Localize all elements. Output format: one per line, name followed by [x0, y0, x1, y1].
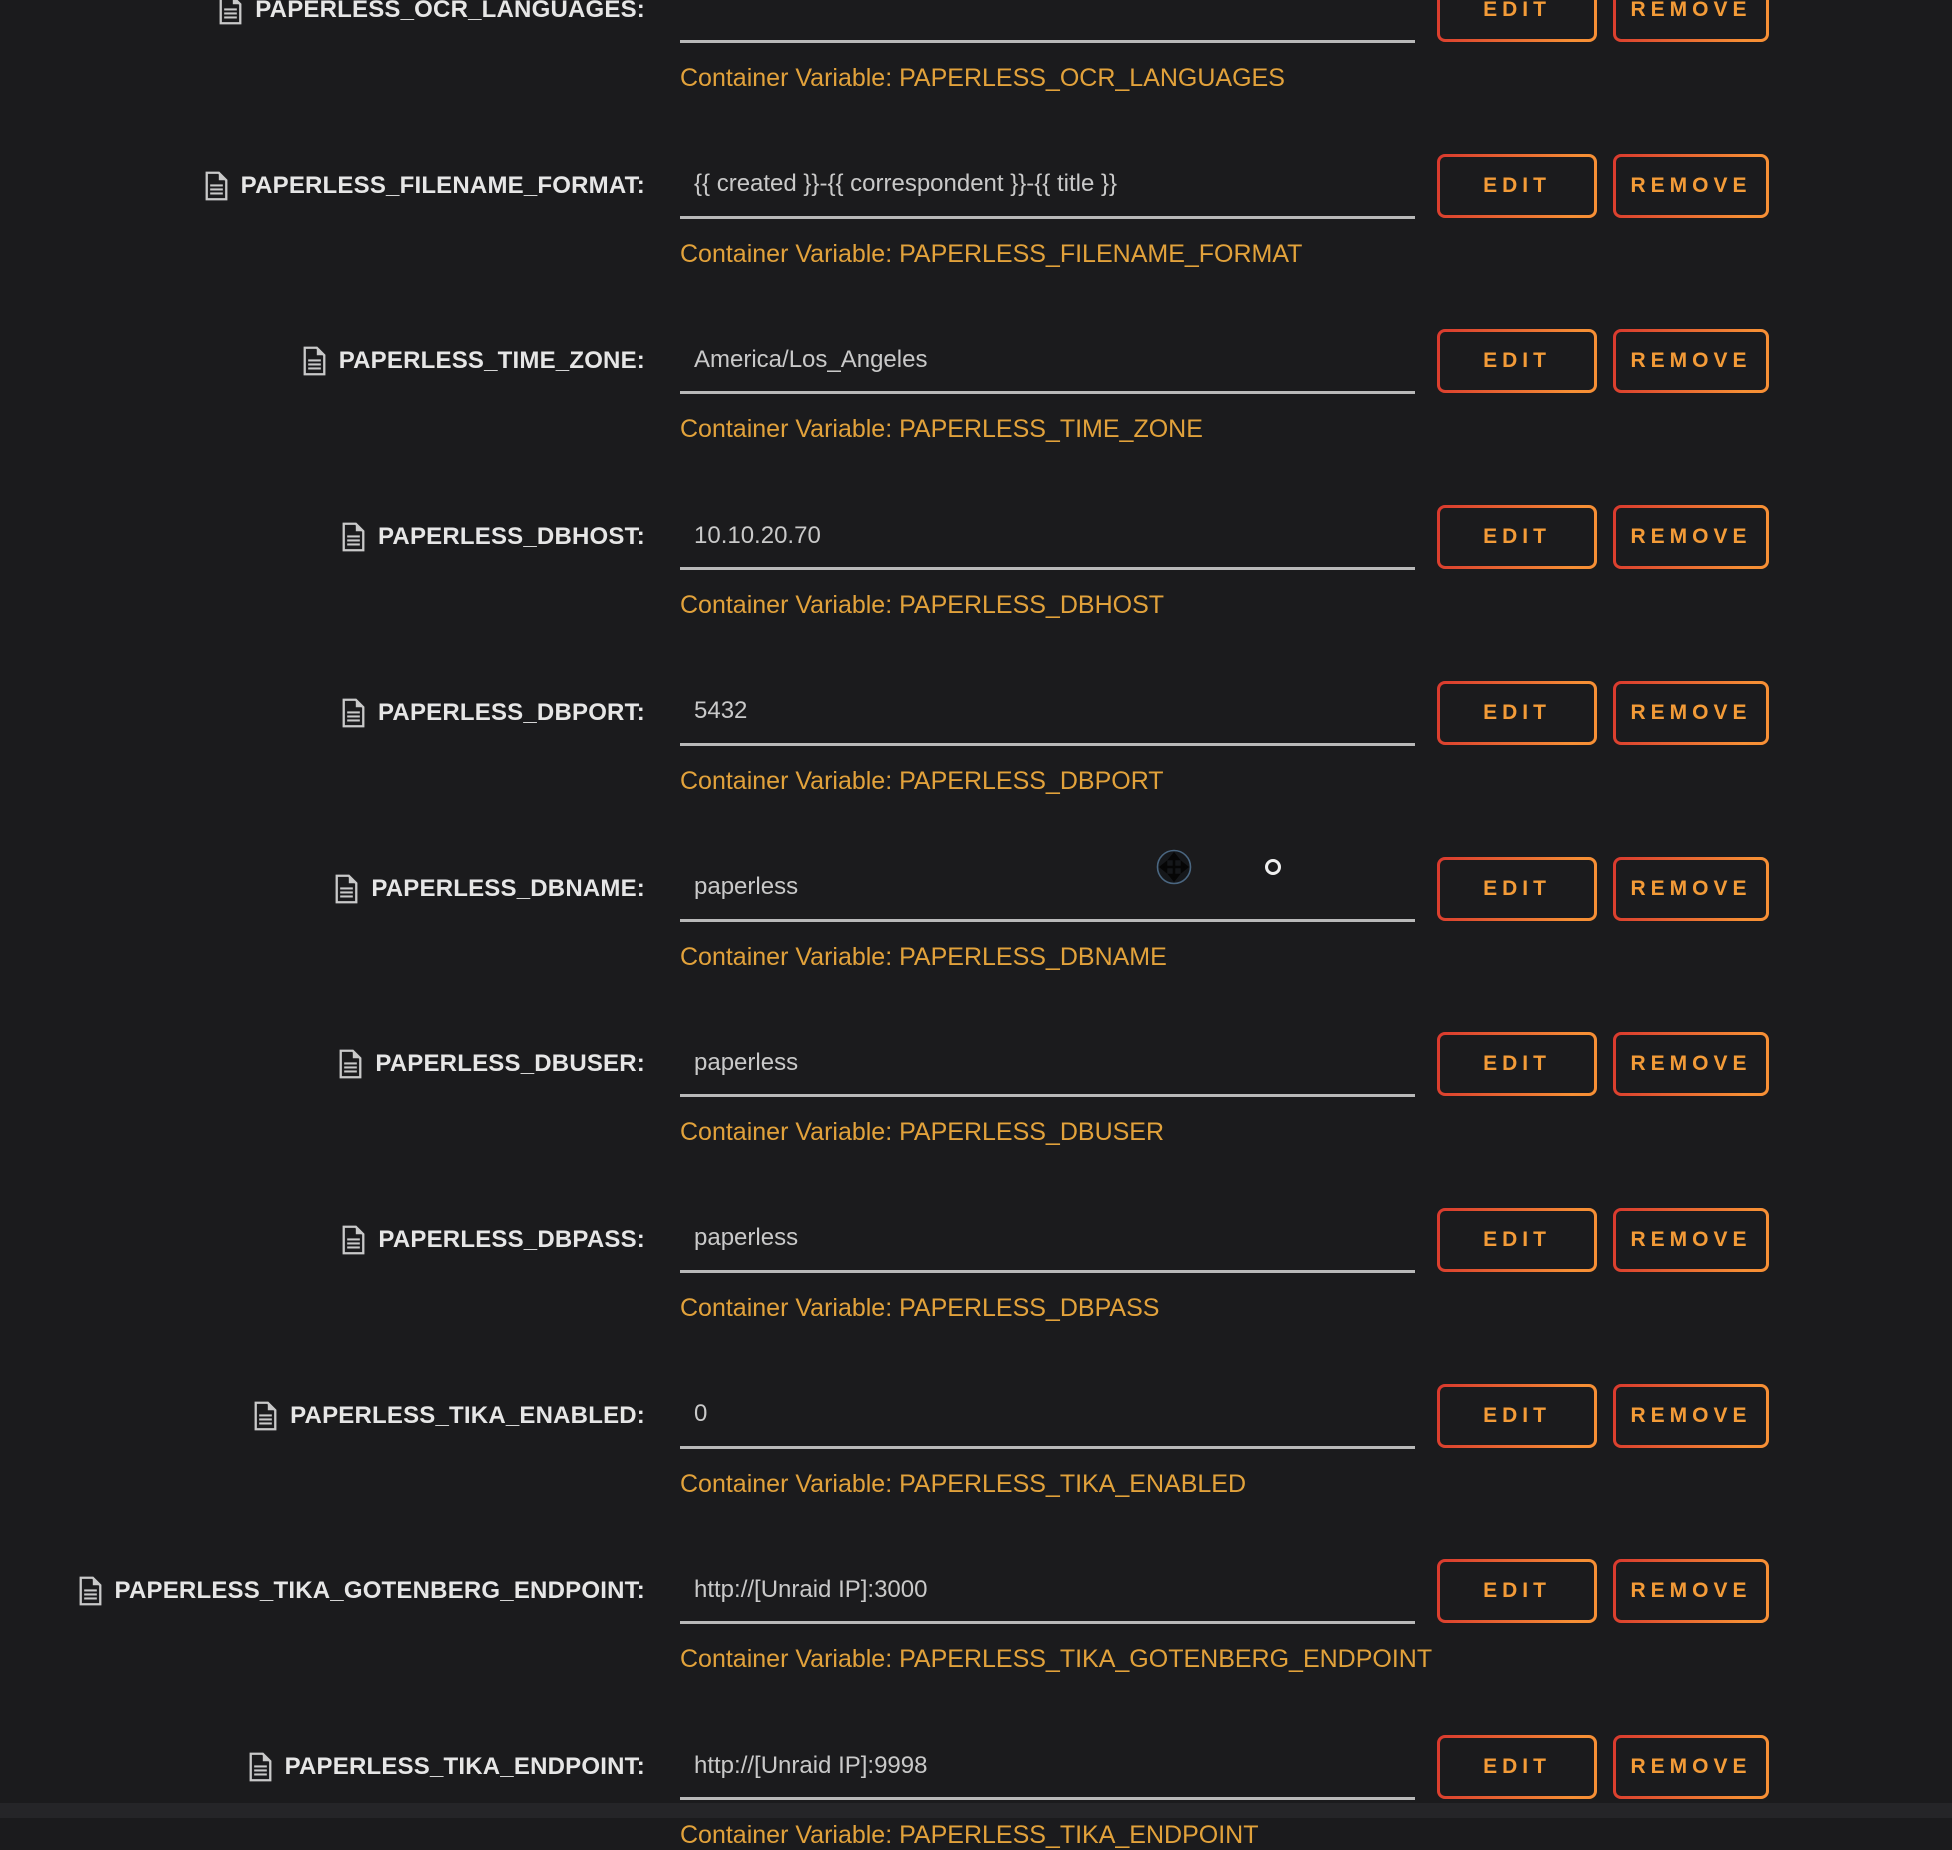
move-cursor-icon[interactable] — [1156, 849, 1192, 885]
container-variable-help — [680, 239, 1415, 269]
container-variable-name: PAPERLESS_DBPASS — [899, 1293, 1160, 1322]
remove-button[interactable] — [1613, 329, 1769, 393]
container-variable-prefix: Container Variable: — [680, 415, 900, 444]
remove-button[interactable] — [1613, 154, 1769, 218]
env-var-value: 0 — [694, 1400, 708, 1428]
env-var-row — [0, 1558, 1952, 1674]
container-variable-name: PAPERLESS_TIKA_ENABLED — [899, 1469, 1247, 1498]
container-variable-help — [680, 414, 1415, 444]
container-variable-prefix: Container Variable: — [680, 766, 900, 795]
env-var-value: America/Los_Angeles — [694, 345, 928, 373]
env-var-row — [0, 1207, 1952, 1323]
edit-button-label: EDIT — [1440, 508, 1594, 566]
container-variable-name: PAPERLESS_FILENAME_FORMAT — [899, 239, 1303, 268]
edit-button-label: EDIT — [1440, 332, 1594, 390]
edit-button-label: EDIT — [1440, 157, 1594, 215]
edit-button-label: EDIT — [1440, 1387, 1594, 1445]
env-var-label: PAPERLESS_TIKA_ENABLED: — [290, 1401, 645, 1429]
remove-button-label: REMOVE — [1616, 1738, 1766, 1796]
container-variable-help — [680, 942, 1415, 972]
remove-button[interactable] — [1613, 1384, 1769, 1448]
document-icon — [342, 522, 365, 552]
edit-button[interactable] — [1437, 329, 1597, 393]
edit-button-label: EDIT — [1440, 1035, 1594, 1093]
container-variable-help — [680, 63, 1415, 93]
remove-button-label: REMOVE — [1616, 0, 1766, 39]
container-variable-help — [680, 1293, 1415, 1323]
remove-button[interactable] — [1613, 1208, 1769, 1272]
container-variable-name: PAPERLESS_TIME_ZONE — [899, 415, 1203, 444]
env-var-row — [0, 856, 1952, 972]
remove-button[interactable] — [1613, 1032, 1769, 1096]
document-icon — [79, 1576, 102, 1606]
env-var-value-field — [680, 1558, 1415, 1624]
env-var-value-field — [680, 1383, 1415, 1449]
bottom-panel-edge — [0, 1803, 1952, 1818]
remove-button[interactable] — [1613, 1559, 1769, 1623]
click-ring-icon — [1265, 859, 1281, 875]
env-var-row — [0, 1383, 1952, 1499]
document-icon — [303, 346, 326, 376]
env-var-value-field — [680, 504, 1415, 570]
remove-button-label: REMOVE — [1616, 1035, 1766, 1093]
edit-button-label: EDIT — [1440, 1738, 1594, 1796]
remove-button-label: REMOVE — [1616, 157, 1766, 215]
document-icon — [205, 171, 228, 201]
container-variable-name: PAPERLESS_OCR_LANGUAGES — [899, 64, 1285, 92]
container-variable-name: PAPERLESS_DBHOST — [899, 591, 1165, 620]
env-var-value-field — [680, 1031, 1415, 1097]
document-icon — [342, 1225, 365, 1255]
container-variable-name: PAPERLESS_DBNAME — [899, 942, 1167, 971]
remove-button-label: REMOVE — [1616, 1211, 1766, 1269]
edit-button-label: EDIT — [1440, 1562, 1594, 1620]
env-var-row — [0, 1734, 1952, 1850]
remove-button-label: REMOVE — [1616, 508, 1766, 566]
env-var-row — [0, 680, 1952, 796]
document-icon — [219, 0, 242, 25]
env-var-value: paperless — [694, 873, 799, 900]
edit-button-label: EDIT — [1440, 0, 1594, 39]
container-variable-name: PAPERLESS_TIKA_ENDPOINT — [899, 1821, 1259, 1849]
container-variable-name: PAPERLESS_TIKA_GOTENBERG_ENDPOINT — [899, 1645, 1433, 1674]
env-var-label: PAPERLESS_OCR_LANGUAGES: — [255, 0, 645, 23]
env-var-row — [0, 0, 1952, 93]
env-var-row — [0, 504, 1952, 620]
document-icon — [339, 1049, 362, 1079]
env-var-value-field — [680, 856, 1415, 922]
edit-button[interactable] — [1437, 1559, 1597, 1623]
env-var-label: PAPERLESS_DBHOST: — [377, 523, 645, 551]
document-icon — [249, 1752, 272, 1782]
edit-button[interactable] — [1437, 1032, 1597, 1096]
container-variable-help — [680, 1820, 1415, 1850]
remove-button-label: REMOVE — [1616, 684, 1766, 742]
env-var-label: PAPERLESS_DBPASS: — [378, 1225, 645, 1253]
remove-button-label: REMOVE — [1616, 1387, 1766, 1445]
container-variable-prefix: Container Variable: — [680, 64, 900, 92]
remove-button[interactable] — [1613, 505, 1769, 569]
container-variable-prefix: Container Variable: — [680, 1118, 900, 1147]
container-variable-prefix: Container Variable: — [680, 1645, 900, 1674]
container-variable-prefix: Container Variable: — [680, 239, 900, 268]
env-var-label: PAPERLESS_DBUSER: — [375, 1050, 645, 1078]
edit-button-label: EDIT — [1440, 860, 1594, 918]
container-variable-help — [680, 590, 1415, 620]
document-icon — [335, 874, 358, 904]
env-var-value: http://[Unraid IP]:9998 — [694, 1751, 928, 1779]
env-var-value-field — [680, 328, 1415, 394]
env-var-value-field — [680, 0, 1415, 43]
env-var-row — [0, 153, 1952, 269]
env-var-row — [0, 1031, 1952, 1147]
env-var-value-field — [680, 153, 1415, 219]
env-var-value-field — [680, 680, 1415, 746]
env-var-value: paperless — [694, 1048, 799, 1076]
container-variable-prefix: Container Variable: — [680, 1293, 900, 1322]
container-variable-prefix: Container Variable: — [680, 591, 900, 620]
edit-button[interactable] — [1437, 1384, 1597, 1448]
remove-button[interactable] — [1613, 857, 1769, 921]
edit-button[interactable] — [1437, 1208, 1597, 1272]
env-var-label: PAPERLESS_TIKA_GOTENBERG_ENDPOINT: — [114, 1577, 645, 1605]
env-var-label: PAPERLESS_TIME_ZONE: — [338, 347, 645, 375]
remove-button[interactable] — [1613, 1735, 1769, 1799]
container-variable-prefix: Container Variable: — [680, 1821, 900, 1849]
container-variable-prefix: Container Variable: — [680, 1469, 900, 1498]
edit-button[interactable] — [1437, 0, 1597, 42]
env-var-value-field — [680, 1207, 1415, 1273]
env-var-value: {{ created }}-{{ correspondent }}-{{ title }} — [694, 170, 1118, 198]
env-var-label: PAPERLESS_DBPORT: — [377, 698, 645, 726]
container-variable-prefix: Container Variable: — [680, 942, 900, 971]
edit-button[interactable] — [1437, 505, 1597, 569]
edit-button[interactable] — [1437, 154, 1597, 218]
env-var-value: paperless — [694, 1224, 799, 1252]
env-var-label: PAPERLESS_FILENAME_FORMAT: — [240, 171, 645, 199]
container-variable-help — [680, 1117, 1415, 1147]
edit-button[interactable] — [1437, 681, 1597, 745]
edit-button[interactable] — [1437, 1735, 1597, 1799]
container-variable-help — [680, 1644, 1433, 1674]
container-variable-name: PAPERLESS_DBUSER — [899, 1118, 1165, 1147]
env-var-label: PAPERLESS_TIKA_ENDPOINT: — [284, 1753, 645, 1780]
remove-button-label: REMOVE — [1616, 1562, 1766, 1620]
env-var-label: PAPERLESS_DBNAME: — [371, 874, 645, 902]
remove-button-label: REMOVE — [1616, 332, 1766, 390]
container-variable-name: PAPERLESS_DBPORT — [899, 766, 1164, 795]
remove-button-label: REMOVE — [1616, 860, 1766, 918]
document-icon — [342, 698, 365, 728]
env-var-row — [0, 328, 1952, 444]
document-icon — [254, 1401, 277, 1431]
edit-button[interactable] — [1437, 857, 1597, 921]
env-var-value: 5432 — [694, 697, 748, 725]
container-variable-help — [680, 1469, 1415, 1499]
remove-button[interactable] — [1613, 0, 1769, 42]
container-variable-help — [680, 766, 1415, 796]
edit-button-label: EDIT — [1440, 1211, 1594, 1269]
env-var-value-field — [680, 1734, 1415, 1800]
env-var-value: http://[Unraid IP]:3000 — [694, 1575, 928, 1603]
remove-button[interactable] — [1613, 681, 1769, 745]
edit-button-label: EDIT — [1440, 684, 1594, 742]
env-var-value: 10.10.20.70 — [694, 521, 821, 549]
